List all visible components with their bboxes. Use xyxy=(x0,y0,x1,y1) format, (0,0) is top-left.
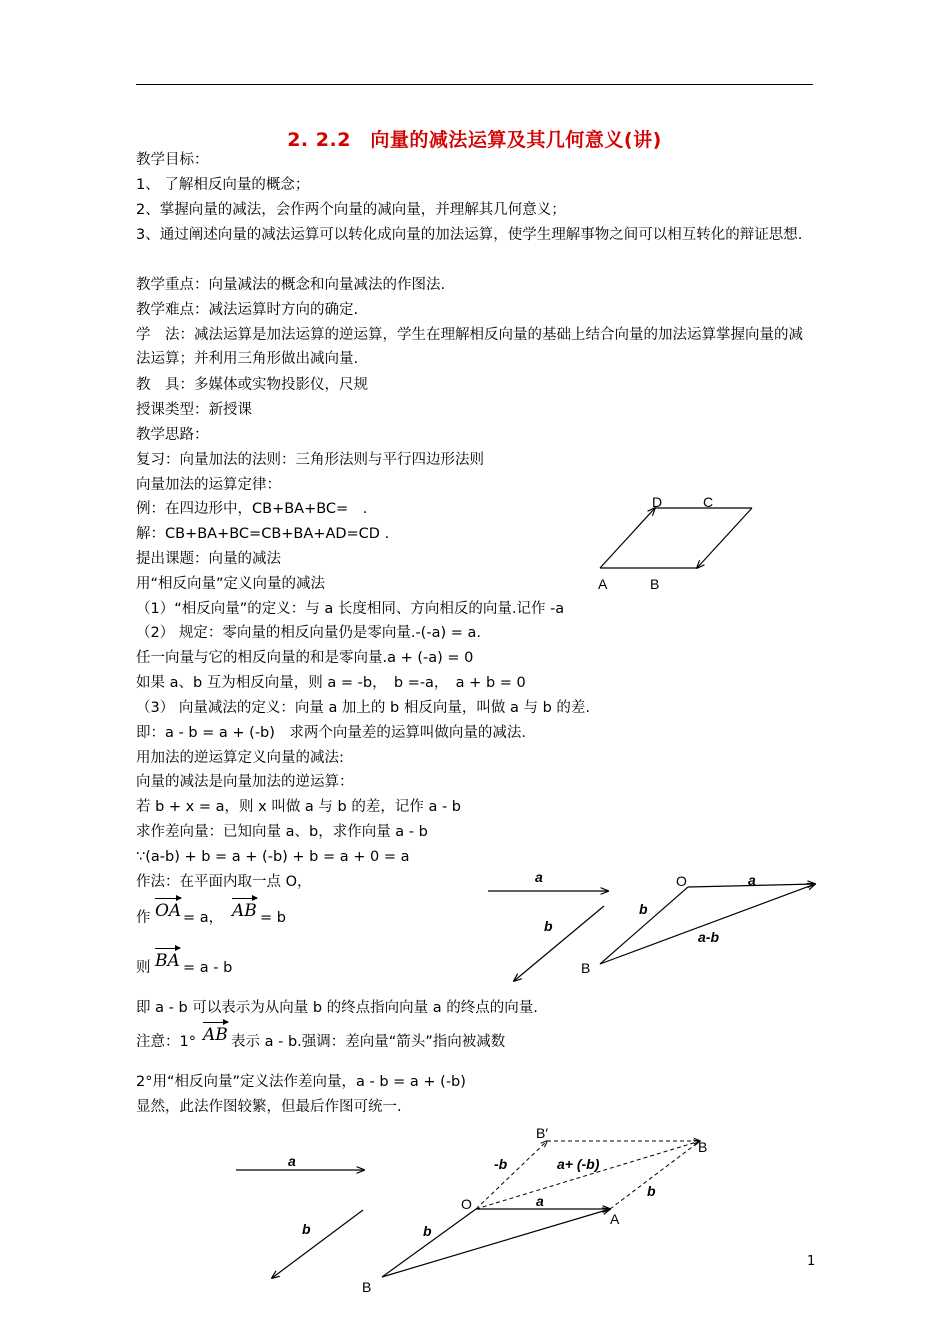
vector-label-a: a xyxy=(288,1153,296,1169)
text-line: 2、掌握向量的减法，会作两个向量的减向量，并理解其几何意义； xyxy=(136,202,566,218)
text-line: 作法：在平面内取一点 O， xyxy=(136,874,312,890)
text-line: 求作差向量：已知向量 a、b，求作向量 a - b xyxy=(136,824,428,840)
vector-ob xyxy=(382,1209,476,1277)
vector-label-a-plus-minus-b: a+ (-b) xyxy=(557,1156,600,1172)
text-line: 用加法的逆运算定义向量的减法: xyxy=(136,750,344,766)
vector-b xyxy=(514,906,604,981)
text-line: 如果 a、b 互为相反向量，则 a = -b， b =-a， a + b = 0 xyxy=(136,675,526,691)
text-line-post: 表示 a - b.强调：差向量“箭头”指向被减数 xyxy=(231,1034,506,1050)
text-line-prefix: 注意：1° xyxy=(136,1034,196,1050)
vector-label-a-minus-b: a-b xyxy=(698,929,719,945)
text-line-post: = a - b xyxy=(183,960,233,976)
point-label-b: B xyxy=(650,576,660,592)
text-line-post: = b xyxy=(260,910,286,926)
point-label-a: A xyxy=(610,1211,620,1227)
vector-cb xyxy=(697,508,752,568)
point-label-o: O xyxy=(461,1196,472,1212)
given-vectors-figure-2 xyxy=(236,1153,364,1278)
vector-ba xyxy=(382,1209,610,1277)
vector-label-b: b xyxy=(544,918,553,934)
parallelogram-figure xyxy=(598,494,752,592)
text-line: （1）“相反向量”的定义：与 a 长度相同、方向相反的向量.记作 -a xyxy=(136,601,565,617)
text-line: 教学思路： xyxy=(136,427,209,443)
text-line: 1、 了解相反向量的概念； xyxy=(136,177,310,193)
point-label-a: A xyxy=(598,576,608,592)
vector-label-b: b xyxy=(639,901,648,917)
vector-label-b: b xyxy=(647,1183,656,1199)
point-label-o: O xyxy=(676,873,687,889)
vector-label-b: b xyxy=(302,1221,311,1237)
point-label-b-prime: B′ xyxy=(536,1125,548,1141)
text-line: 解：CB+BA+BC=CB+BA+AD=CD . xyxy=(136,526,390,542)
text-line: 若 b + x = a，则 x 叫做 a 与 b 的差，记作 a - b xyxy=(136,799,461,815)
vector-ob xyxy=(600,887,688,964)
vector-ba: BA xyxy=(155,951,180,971)
text-line: （2） 规定：零向量的相反向量仍是零向量.-(-a) = a. xyxy=(136,625,481,641)
text-line: 2°用“相反向量”定义法作差向量，a - b = a + (-b) xyxy=(136,1074,466,1090)
text-line: 教学目标： xyxy=(136,152,209,168)
opposite-vector-construction-figure xyxy=(362,1125,707,1295)
text-line: 例：在四边形中，CB+BA+BC= . xyxy=(136,501,368,517)
text-line: 向量加法的运算定律： xyxy=(136,477,281,493)
text-line: 提出课题：向量的减法 xyxy=(136,551,281,567)
vector-a-plus-minus-b xyxy=(476,1141,700,1209)
vector-oa: OA xyxy=(155,901,181,921)
text-paragraph: 学 法：减法运算是加法运算的逆运算，学生在理解相反向量的基础上结合向量的加法运算掌握向量的减法运算；并利用三角形做出减向量. xyxy=(136,327,803,367)
vector-label-a: a xyxy=(535,869,543,885)
point-label-c: C xyxy=(703,494,714,510)
vector-ad xyxy=(600,508,655,568)
text-line: 向量的减法是向量加法的逆运算： xyxy=(136,774,354,790)
text-line: 用“相反向量”定义向量的减法 xyxy=(136,576,326,592)
text-line: 教 具：多媒体或实物投影仪，尺规 xyxy=(136,377,368,393)
difference-triangle-figure xyxy=(581,872,815,976)
text-line: 即 a - b 可以表示为从向量 b 的终点指向向量 a 的终点的向量. xyxy=(136,1000,538,1016)
vector-label-a: a xyxy=(536,1193,544,1209)
vector-ba xyxy=(600,884,815,964)
point-label-b: B xyxy=(698,1139,708,1155)
text-line: ∵(a-b) + b = a + (-b) + b = a + 0 = a xyxy=(136,849,410,865)
text-line: 显然，此法作图较繁，但最后作图可统一. xyxy=(136,1099,402,1115)
text-line: 教学难点：减法运算时方向的确定. xyxy=(136,302,359,318)
page-number: 1 xyxy=(807,1254,816,1269)
text-line: 授课类型：新授课 xyxy=(136,402,252,418)
text-line-prefix: 则 xyxy=(136,960,151,976)
point-label-b: B xyxy=(581,960,591,976)
vector-label-minus-b: -b xyxy=(494,1156,508,1172)
point-label-b: B xyxy=(362,1279,372,1295)
page-title: 2. 2.2 向量的减法运算及其几何意义(讲) xyxy=(287,129,662,151)
text-line: 教学重点：向量减法的概念和向量减法的作图法. xyxy=(136,277,446,293)
text-line-prefix: 作 xyxy=(136,910,151,926)
vector-label-b: b xyxy=(423,1223,432,1239)
text-line: （3） 向量减法的定义：向量 a 加上的 b 相反向量，叫做 a 与 b 的差. xyxy=(136,700,590,716)
vector-label-a: a xyxy=(748,872,756,888)
point-label-d: D xyxy=(652,494,663,510)
text-paragraph: 3、通过阐述向量的减法运算可以转化成向量的加法运算，使学生理解事物之间可以相互转化的辩证思想. xyxy=(136,227,803,243)
text-line: 复习：向量加法的法则：三角形法则与平行四边形法则 xyxy=(136,452,484,468)
vector-b xyxy=(272,1210,363,1278)
text-line-mid: = a， xyxy=(183,910,224,926)
text-line: 任一向量与它的相反向量的和是零向量.a + (-a) = 0 xyxy=(136,650,474,666)
vector-ab: AB xyxy=(203,1025,228,1045)
vector-ab: AB xyxy=(232,901,257,921)
text-line: 即：a - b = a + (-b) 求两个向量差的运算叫做向量的减法. xyxy=(136,725,527,741)
